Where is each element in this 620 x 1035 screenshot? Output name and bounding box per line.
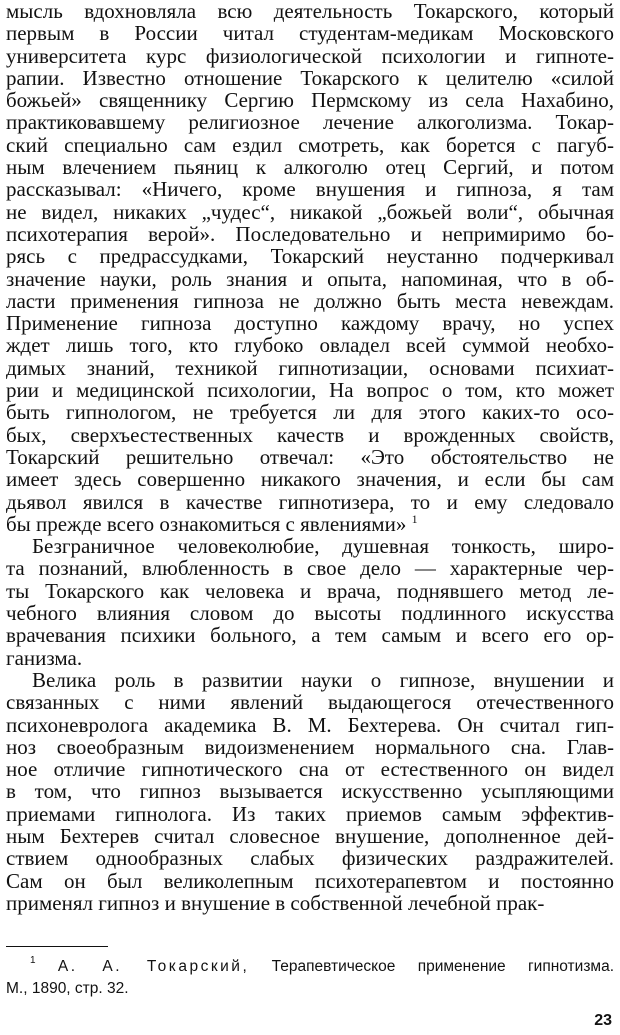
text-line-content: Сам он был великолепным психотерапевтом и постоянно [6, 868, 614, 893]
text-line [6, 67, 614, 89]
text-line-content: чебного влияния словом до высоты подлинного искусства [6, 601, 614, 626]
text-line-content: ты Токарского как человека и врача, поднявшего метод ле- [6, 578, 614, 603]
text-line [6, 379, 614, 401]
text-line [6, 0, 614, 22]
text-line [6, 714, 614, 736]
text-line-content: ласти применения гипноза не должно быть места невеждам. [6, 288, 614, 313]
footnote-line-2: М., 1890, стр. 32. [6, 980, 129, 997]
text-line [6, 401, 614, 423]
text-line-content: та познаний, влюбленность в свое дело — характерные чер- [6, 556, 614, 581]
footnote-title: Терапевтическое применение гипнотизма. [271, 958, 615, 975]
footnote-line-1 [6, 956, 614, 978]
text-line-content: ствием однообразных слабых физических раздражителей. [6, 846, 614, 871]
text-line-content: бы прежде всего ознакомиться с явлениями» [6, 511, 407, 536]
text-line-content: ным Бехтерев считал словесное внушение, дополненное дей- [6, 823, 614, 848]
text-line [6, 111, 614, 133]
text-line-content: психоневролога академика В. М. Бехтерева. Он считал гип- [6, 712, 614, 737]
text-line-content: ганизма. [6, 645, 83, 670]
text-line-content: рии и медицинской психологии, На вопрос о том, кто может [6, 378, 614, 403]
text-line-content: дьявол явился в качестве гипнотизера, то и ему следовало [6, 489, 614, 514]
text-line [6, 223, 614, 245]
text-line [6, 780, 614, 802]
text-line-content: божьей» священнику Сергию Пермскому из села Нахабино, [6, 88, 614, 113]
text-line-content: первым в России читал студентам-медикам Московского [6, 21, 614, 46]
text-line-content: ное отличие гипнотического сна от естественного он видел [6, 757, 614, 782]
text-line-content: Велика роль в развитии науки о гипнозе, внушении и [32, 667, 614, 692]
text-line [6, 557, 614, 579]
footnote-reference[interactable]: 1 [411, 511, 418, 526]
text-line [6, 468, 614, 490]
text-line [6, 847, 614, 869]
text-line [6, 691, 614, 713]
text-line [6, 312, 614, 334]
text-line [6, 357, 614, 379]
text-line [6, 268, 614, 290]
text-line [6, 647, 614, 669]
footnote-marker: 1 [30, 955, 36, 966]
text-line-content: ным влечением пьяниц к алкоголю отец Сергий, и потом [6, 155, 614, 180]
text-line-content: ноз своеобразным видоизменением нормального сна. Глав- [6, 734, 614, 759]
text-line-content: университета курс физиологической психологии и гипноте- [6, 43, 614, 68]
text-line-content: не видел, никаких „чудес“, никакой „божьей воли“, обычная [6, 199, 614, 224]
text-line [6, 22, 614, 44]
footnote-author: А. А. Токарский, [57, 958, 250, 975]
text-line [6, 89, 614, 111]
text-line [6, 870, 614, 892]
text-line-content: приемами гипнолога. Из таких приемов самым эффектив- [6, 801, 614, 826]
text-line-content: практиковавшему религиозное лечение алкоголизма. Токар- [6, 110, 614, 135]
text-line [6, 803, 614, 825]
text-line-content: ждет лишь того, кто глубоко овладел всей суммой необхо- [6, 333, 614, 358]
text-line-content: психотерапия верой». Последовательно и непримиримо бо- [6, 221, 614, 246]
text-line [6, 580, 614, 602]
text-line [6, 178, 614, 200]
text-line-content: рассказывал: «Ничего, кроме внушения и гипноза, я там [6, 177, 614, 202]
paragraph [6, 0, 614, 535]
text-line [6, 513, 614, 535]
text-line [6, 624, 614, 646]
text-line [6, 45, 614, 67]
text-line [6, 491, 614, 513]
footnote [6, 956, 614, 1000]
text-line-content: Применение гипноза доступно каждому врачу, но успех [6, 311, 614, 336]
text-line [6, 201, 614, 223]
text-line-content: связанных с ними явлений выдающегося отечественного [6, 690, 614, 715]
text-line [6, 424, 614, 446]
text-line [6, 825, 614, 847]
text-line-content: Токарский решительно отвечал: «Это обстоятельство не [6, 444, 614, 469]
paragraph [6, 669, 614, 914]
text-line-content: мысль вдохновляла всю деятельность Токарского, который [6, 0, 614, 23]
text-line-content: значение науки, роль знания и опыта, напоминая, что в об- [6, 266, 614, 291]
text-line-content: Безграничное человеколюбие, душевная тонкость, широ- [32, 534, 614, 559]
text-line-content: ский специально сам ездил смотреть, как борется с пагуб- [6, 132, 614, 157]
text-line [6, 669, 614, 691]
text-line [6, 758, 614, 780]
text-line [6, 156, 614, 178]
text-line-content: рясь с предрассудками, Токарский неустанно подчеркивал [6, 244, 614, 269]
footnote-divider [6, 946, 108, 947]
body-text [6, 0, 614, 914]
text-line-content: бых, сверхъестественных качеств и врожденных свойств, [6, 422, 614, 447]
text-line-content: в том, что гипноз вызывается искусственно усыпляющими [6, 779, 614, 804]
text-line-content: быть гипнологом, не требуется ли для этого каких-то осо- [6, 400, 614, 425]
text-line [6, 736, 614, 758]
text-line-content: применял гипноз и внушение в собственной лечебной прак- [6, 890, 545, 915]
text-line [6, 245, 614, 267]
text-line-content: рапии. Известно отношение Токарского к целителю «силой [6, 65, 614, 90]
paragraph [6, 535, 614, 669]
page-number: 23 [594, 1012, 612, 1029]
text-line [6, 334, 614, 356]
text-line-content: имеет здесь совершенно никакого значения, и если бы сам [6, 467, 614, 492]
text-line [6, 134, 614, 156]
text-line [6, 446, 614, 468]
text-line [6, 602, 614, 624]
text-line-content: димых знаний, техникой гипнотизации, основами психиат- [6, 355, 614, 380]
text-line [6, 290, 614, 312]
text-line [6, 535, 614, 557]
text-line-content: врачевания психики больного, а тем самым и всего его ор- [6, 623, 614, 648]
text-line [6, 892, 614, 914]
